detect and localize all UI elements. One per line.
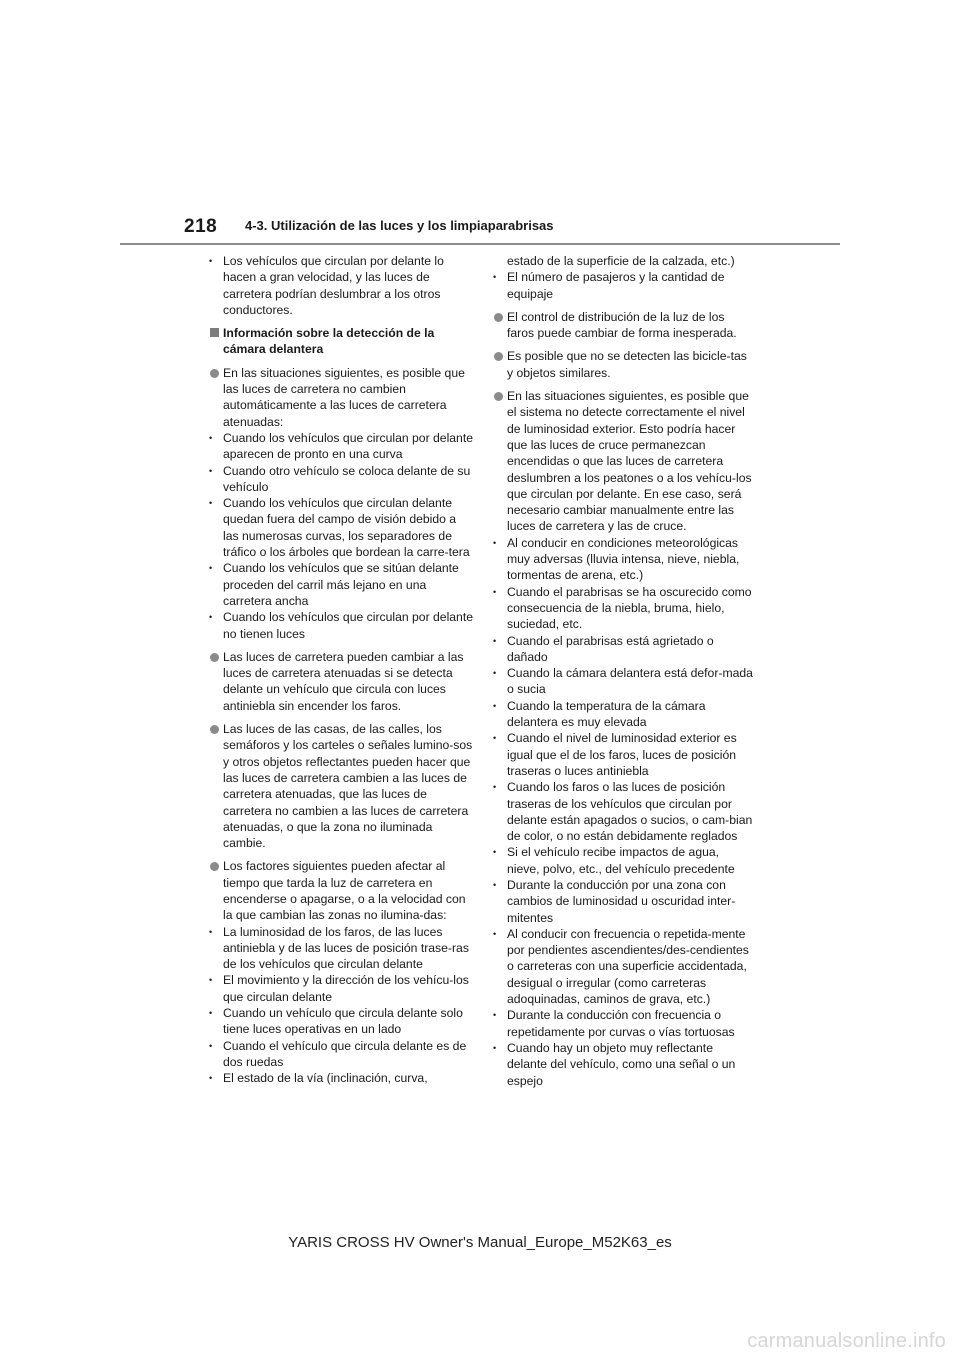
dot-paragraph: [486, 348, 754, 381]
bullet-item: • Durante la conducción por una zona con cambios de luminosidad u oscuridad inter-mitentes: [486, 877, 754, 926]
bullet-item: • Cuando los vehículos que circulan delante quedan fuera del campo de visión debido a las numerosas curvas, los separadores de tráfico o los árboles que bordean la carre-tera: [202, 495, 474, 560]
bullet-item: • El estado de la vía (inclinación, curva,: [202, 1070, 474, 1086]
bullet-item: • Al conducir con frecuencia o repetida-mente por pendientes ascendientes/des-cendientes o carreteras con una superficie accidentada, desigual o irregular (como carreteras adoquinadas, caminos de grava, etc.): [486, 926, 754, 1007]
bullet-item: • Si el vehículo recibe impactos de agua, nieve, polvo, etc., del vehículo precedente: [486, 844, 754, 877]
dot-paragraph: [202, 721, 474, 851]
section-heading: [202, 325, 474, 358]
circle-bullet-icon: [494, 313, 503, 322]
paragraph-text: En las situaciones siguientes, es posible que las luces de carretera no cambien automáticamente a las luces de carretera atenuadas:: [223, 365, 465, 429]
paragraph-text: El control de distribución de la luz de los faros puede cambiar de forma inesperada.: [507, 309, 737, 341]
bullet-item: • El movimiento y la dirección de los vehícu-los que circulan delante: [202, 972, 474, 1005]
bullet-item: • Cuando los vehículos que circulan por delante aparecen de pronto en una curva: [202, 430, 474, 463]
dot-paragraph: [486, 309, 754, 342]
bullet-item: • Cuando los vehículos que circulan por delante no tienen luces: [202, 609, 474, 642]
paragraph-text: Es posible que no se detecten las bicicle-tas y objetos similares.: [507, 349, 747, 380]
bullet-item: • Cuando la temperatura de la cámara delantera es muy elevada: [486, 698, 754, 731]
circle-bullet-icon: [494, 352, 503, 361]
bullet-item: • Cuando el parabrisas está agrietado o dañado: [486, 633, 754, 666]
paragraph-text: En las situaciones siguientes, es posible que el sistema no detecte correctamente el nivel de luminosidad exterior. Esto podría hacer que las luces de cruce permanezcan encendidas o que las luces de carretera deslumbren a los peatones o a los vehícu-los que circulan por delante. En ese caso, será necesario cambiar manualmente entre las luces de carretera y las de cruce.: [507, 389, 752, 534]
paragraph-block: [486, 388, 754, 1089]
right-column: [486, 253, 754, 1096]
page-footer: YARIS CROSS HV Owner's Manual_Europe_M52K63_es: [288, 1234, 672, 1251]
bullet-item: • Cuando un vehículo que circula delante solo tiene luces operativas en un lado: [202, 1005, 474, 1038]
paragraph-text: Las luces de carretera pueden cambiar a las luces de carretera atenuadas si se detecta delante un vehículo que circula con luces antiniebla sin encender los faros.: [223, 649, 464, 713]
header-rule: [120, 243, 840, 245]
dot-paragraph: [202, 649, 474, 714]
square-bullet-icon: [210, 328, 219, 337]
bullet-item: • Los vehículos que circulan por delante lo hacen a gran velocidad, y las luces de carretera podrían deslumbrar a los otros conductores.: [202, 253, 474, 318]
bullet-item: • La luminosidad de los faros, de las luces antiniebla y de las luces de posición trase-ras de los vehículos que circulan delante: [202, 924, 474, 973]
dot-paragraph: [202, 858, 474, 923]
paragraph-text: Las luces de las casas, de las calles, los semáforos y los carteles o señales lumino-sos y otros objetos reflectantes pueden hacer que las luces de carretera cambien a las luces de carretera atenuadas, que las luces de carretera no cambien a las luces de carretera atenuadas, o que la zona no iluminada cambie.: [223, 722, 473, 851]
circle-bullet-icon: [210, 653, 219, 662]
bullet-item: • Cuando el nivel de luminosidad exterior es igual que el de los faros, luces de posición traseras o luces antiniebla: [486, 730, 754, 779]
page-number: 218: [184, 216, 218, 237]
bullet-item: • Cuando el vehículo que circula delante es de dos ruedas: [202, 1038, 474, 1071]
bullet-item: • Cuando los faros o las luces de posición traseras de los vehículos que circulan por delante están apagados o sucios, o cam-bian de color, o no están debidamente reglados: [486, 779, 754, 844]
continued-block: [486, 253, 754, 302]
bullet-item: • Cuando los vehículos que se sitúan delante proceden del carril más lejano en una carretera ancha: [202, 560, 474, 609]
bullet-item: • Durante la conducción con frecuencia o repetidamente por curvas o vías tortuosas: [486, 1007, 754, 1040]
circle-bullet-icon: [210, 369, 219, 378]
bullet-item: • Cuando la cámara delantera está defor-mada o sucia: [486, 665, 754, 698]
bullet-item: • El número de pasajeros y la cantidad de equipaje: [486, 269, 754, 302]
bullet-item: • Cuando hay un objeto muy reflectante delante del vehículo, como una señal o un espejo: [486, 1040, 754, 1089]
circle-bullet-icon: [210, 862, 219, 871]
dot-paragraph: [202, 365, 474, 430]
circle-bullet-icon: [494, 392, 503, 401]
paragraph-block: [202, 365, 474, 642]
continued-text: estado de la superficie de la calzada, etc.): [507, 254, 735, 268]
bullet-item: • Al conducir en condiciones meteorológicas muy adversas (lluvia intensa, nieve, niebla, tormentas de arena, etc.): [486, 535, 754, 584]
section-title: 4-3. Utilización de las luces y los limpiaparabrisas: [245, 218, 554, 233]
watermark: carmanualsonline.info: [747, 1330, 946, 1352]
paragraph-text: Los factores siguientes pueden afectar al tiempo que tarda la luz de carretera en encenderse o apagarse, o a la velocidad con la que cambian las zonas no ilumina-das:: [223, 859, 466, 923]
dot-paragraph: [486, 388, 754, 535]
bullet-item: • Cuando otro vehículo se coloca delante de su vehículo: [202, 463, 474, 496]
circle-bullet-icon: [210, 725, 219, 734]
bullet-item: • Cuando el parabrisas se ha oscurecido como consecuencia de la niebla, bruma, hielo, suciedad, etc.: [486, 584, 754, 633]
heading-text: Información sobre la detección de la cámara delantera: [223, 326, 435, 357]
page-header: [0, 0, 960, 250]
intro-bullet-list: [202, 253, 474, 318]
left-column: [202, 253, 474, 1094]
paragraph-block: [202, 858, 474, 1086]
